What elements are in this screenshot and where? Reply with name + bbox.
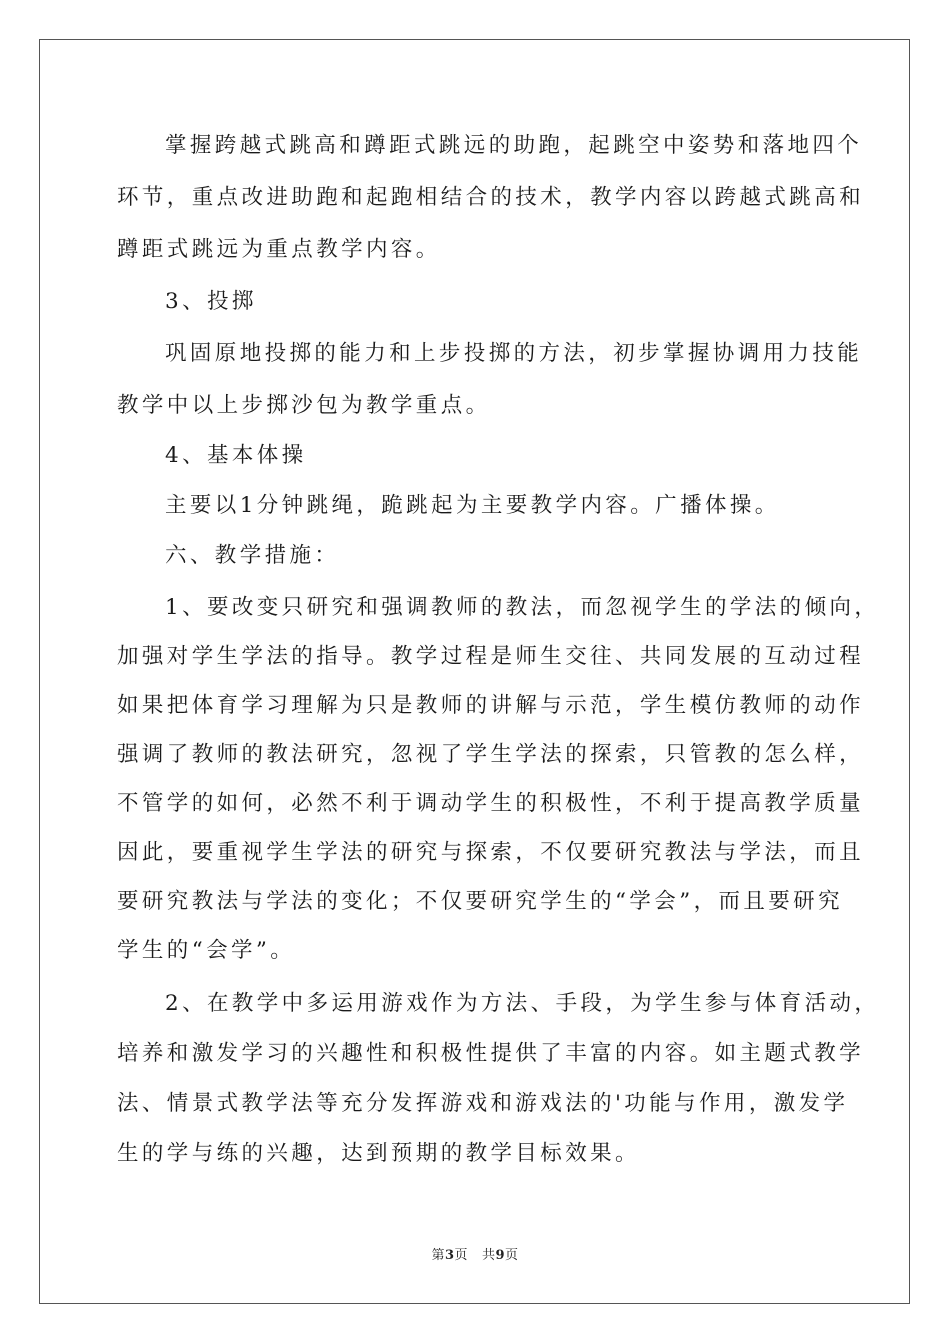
paragraph-line: 法、情景式教学法等充分发挥游戏和游戏法的'功能与作用，激发学	[117, 1091, 849, 1116]
current-page-number: 3	[444, 1248, 455, 1263]
footer-total-prefix: 共	[481, 1248, 496, 1263]
paragraph-line: 教学中以上步掷沙包为教学重点。	[117, 393, 491, 418]
paragraph-line: 掌握跨越式跳高和蹲距式跳远的助跑，起跳空中姿势和落地四个	[165, 133, 863, 158]
paragraph-line: 学生的“会学”。	[117, 938, 296, 963]
paragraph-line: 要研究教法与学法的变化；不仅要研究学生的“学会”，而且要研究	[117, 889, 843, 914]
paragraph-line: 环节，重点改进助跑和起跑相结合的技术，教学内容以跨越式跳高和	[117, 185, 865, 210]
paragraph-line: 主要以1分钟跳绳，跪跳起为主要教学内容。广播体操。	[165, 493, 780, 518]
paragraph-line: 生的学与练的兴趣，达到预期的教学目标效果。	[117, 1141, 640, 1166]
section-heading: 3、投掷	[165, 289, 257, 314]
paragraph-line: 2、在教学中多运用游戏作为方法、手段，为学生参与体育活动，	[165, 991, 880, 1016]
footer-total-unit: 页	[505, 1248, 519, 1263]
footer-page-unit: 页	[454, 1248, 469, 1263]
section-heading: 4、基本体操	[165, 443, 307, 468]
paragraph-line: 巩固原地投掷的能力和上步投掷的方法，初步掌握协调用力技能	[165, 341, 863, 366]
paragraph-line: 如果把体育学习理解为只是教师的讲解与示范，学生模仿教师的动作	[117, 693, 865, 718]
paragraph-line: 蹲距式跳远为重点教学内容。	[117, 237, 441, 262]
footer-prefix: 第	[431, 1248, 445, 1263]
paragraph-line: 1、要改变只研究和强调教师的教法，而忽视学生的学法的倾向，	[165, 595, 880, 620]
paragraph-line: 加强对学生学法的指导。教学过程是师生交往、共同发展的互动过程	[117, 644, 865, 669]
paragraph-line: 培养和激发学习的兴趣性和积极性提供了丰富的内容。如主题式教学	[117, 1041, 865, 1066]
section-heading: 六、教学措施：	[165, 543, 340, 568]
paragraph-line: 因此，要重视学生学法的研究与探索，不仅要研究教法与学法，而且	[117, 840, 865, 865]
paragraph-line: 强调了教师的教法研究，忽视了学生学法的探索，只管教的怎么样，	[117, 742, 865, 767]
total-pages-number: 9	[495, 1248, 506, 1263]
page-footer	[0, 1244, 950, 1263]
paragraph-line: 不管学的如何，必然不利于调动学生的积极性，不利于提高教学质量	[117, 791, 865, 816]
